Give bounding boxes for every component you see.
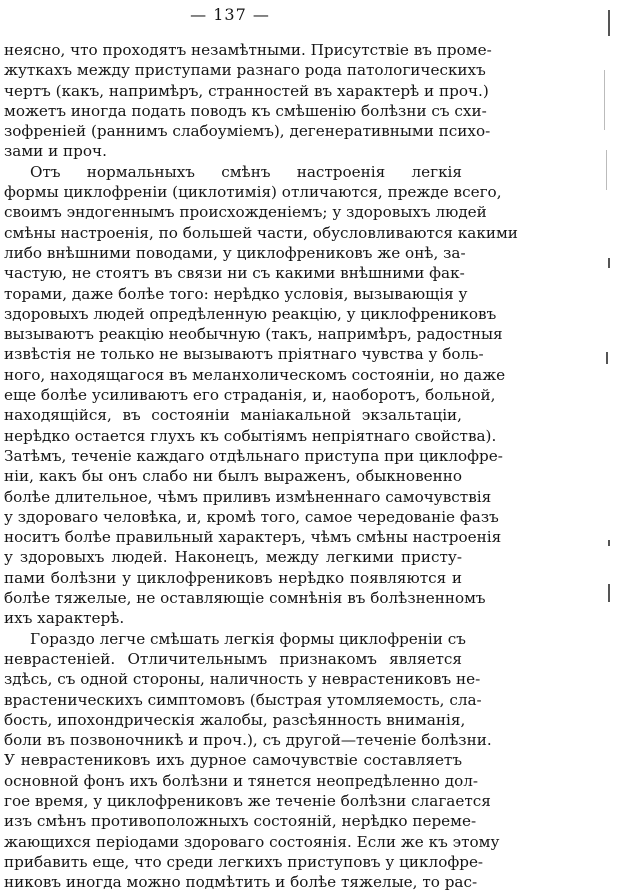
text-line: торами, даже болѣе того: нерѣдко условія, вызывающія у	[4, 284, 468, 303]
text-line: неясно, что проходятъ незамѣтными. Присутствіе въ проме-	[4, 41, 492, 59]
text-line: зами и проч.	[4, 142, 107, 161]
text-line: гое время, у циклофрениковъ же теченіе болѣзни слагается	[4, 791, 491, 810]
text-line: бость, ипохондрическія жалобы, разсѣянность вниманія,	[4, 710, 466, 729]
text-line: Гораздо легче смѣшать легкія формы циклофреніи съ	[30, 629, 466, 648]
paragraph	[4, 629, 500, 892]
text-line: ного, находящагося въ меланхолическомъ состояніи, но даже	[4, 365, 506, 384]
text-line: либо внѣшними поводами, у циклофрениковъ же онѣ, за-	[4, 243, 466, 262]
body-text	[4, 40, 518, 892]
text-line: формы циклофреніи (циклотимія) отличаются, прежде всего,	[4, 183, 502, 202]
text-line: чертъ (какъ, напримѣръ, странностей въ характерѣ и проч.)	[4, 81, 489, 100]
text-line: еще болѣе усиливаютъ его страданія, и, наоборотъ, больной,	[4, 386, 496, 405]
text-line: ихъ характерѣ.	[4, 609, 125, 628]
text-line: можетъ иногда подать поводъ къ смѣшенію болѣзни съ схи-	[4, 101, 487, 120]
paragraph	[4, 162, 518, 629]
text-line: здоровыхъ людей опредѣленную реакцію, у циклофрениковъ	[4, 304, 497, 323]
text-line: зофреніей (раннимъ слабоуміемъ), дегенеративными психо-	[4, 122, 491, 141]
text-line: смѣны настроенія, по большей части, обусловливаются какими	[4, 223, 518, 242]
text-line: Затѣмъ, теченіе каждаго отдѣльнаго приступа при циклофре-	[4, 446, 503, 465]
text-line: носитъ болѣе правильный характеръ, чѣмъ смѣны настроенія	[4, 528, 502, 547]
text-line: никовъ иногда можно подмѣтить и болѣе тяжелые, то рас-	[4, 873, 478, 892]
text-line: неврастеніей. Отличительнымъ признакомъ является	[4, 649, 462, 668]
text-line: извѣстія не только не вызываютъ пріятнаго чувства у боль-	[4, 345, 484, 364]
text-line: жуткахъ между приступами разнаго рода патологическихъ	[4, 61, 486, 80]
text-line: боли въ позвоночникѣ и проч.), съ другой—теченіе болѣзни.	[4, 731, 492, 750]
page-number: — 137 —	[190, 5, 270, 24]
text-line: своимъ эндогеннымъ происхожденіемъ; у здоровыхъ людей	[4, 203, 487, 222]
text-line: пами болѣзни у циклофрениковъ нерѣдко появляются и	[4, 568, 462, 587]
scan-margin-marks	[590, 0, 620, 848]
text-line: вызываютъ реакцію необычную (такъ, напримѣръ, радостныя	[4, 325, 503, 344]
text-line: врастеническихъ симптомовъ (быстрая утомляемость, сла-	[4, 690, 482, 709]
text-line: нерѣдко остается глухъ къ событіямъ непріятнаго свойства).	[4, 426, 497, 445]
text-line: болѣе тяжелые, не оставляющіе сомнѣнія въ болѣзненномъ	[4, 589, 486, 608]
text-line: здѣсь, съ одной стороны, наличность у неврастениковъ не-	[4, 670, 481, 689]
text-line: основной фонъ ихъ болѣзни и тянется неопредѣленно дол-	[4, 771, 479, 790]
text-line: прибавить еще, что среди легкихъ приступовъ у циклофре-	[4, 852, 484, 871]
text-line: частую, не стоятъ въ связи ни съ какими внѣшними фак-	[4, 264, 465, 283]
text-line: ніи, какъ бы онъ слабо ни былъ выраженъ, обыкновенно	[4, 467, 462, 486]
paragraph	[4, 40, 492, 162]
text-line: изъ смѣнъ противоположныхъ состояній, нерѣдко переме-	[4, 812, 477, 831]
text-line: жающихся періодами здороваго состоянія. Если же къ этому	[4, 832, 500, 851]
text-line: Отъ нормальныхъ смѣнъ настроенія легкія	[30, 162, 462, 181]
text-line: у здоровыхъ людей. Наконецъ, между легкими присту-	[4, 548, 462, 567]
text-line: у здороваго человѣка, и, кромѣ того, самое чередованіе фазъ	[4, 507, 499, 526]
text-line: находящійся, въ состояніи маніакальной экзальтаціи,	[4, 406, 462, 425]
text-line: У неврастениковъ ихъ дурное самочувствіе составляетъ	[4, 751, 462, 770]
text-line: болѣе длительное, чѣмъ приливъ измѣненнаго самочувствія	[4, 487, 492, 506]
